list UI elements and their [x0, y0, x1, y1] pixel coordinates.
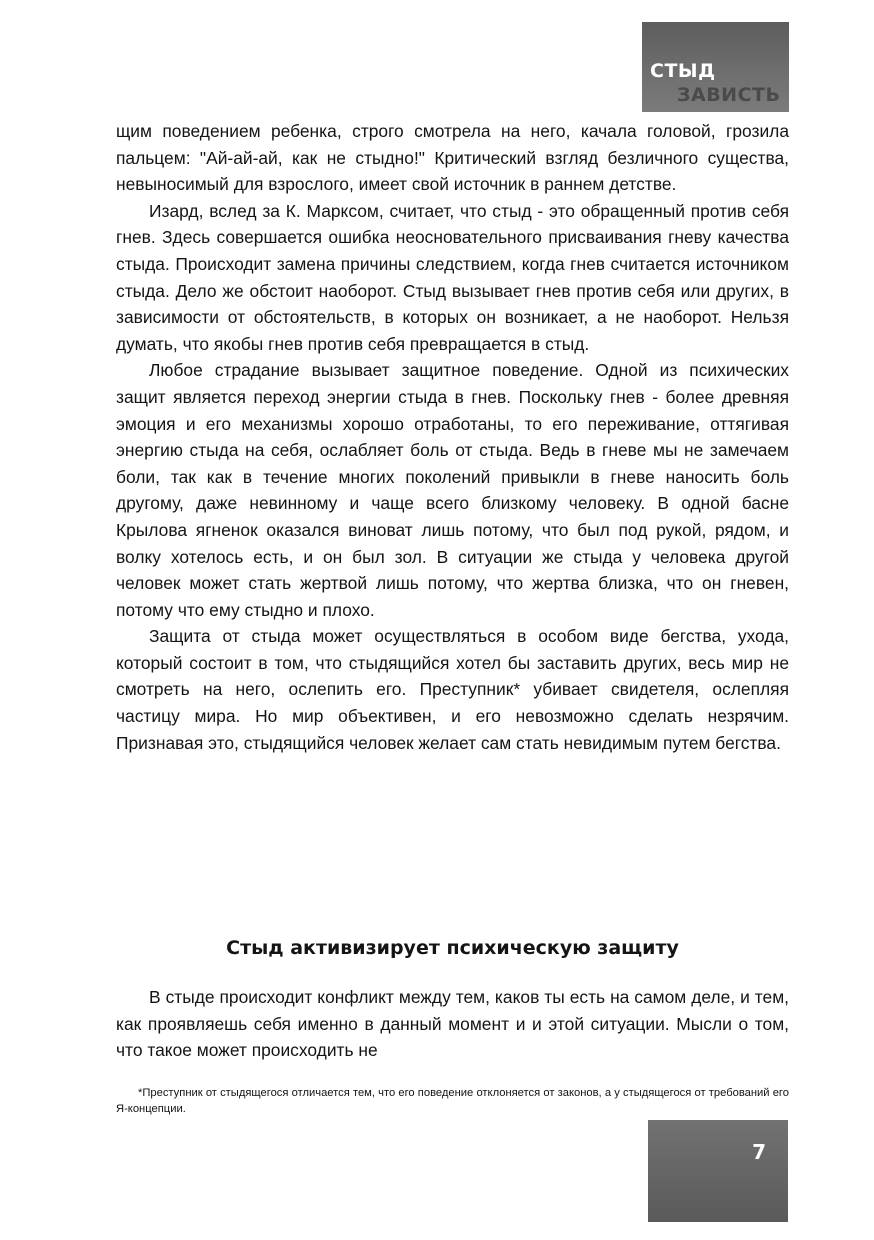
section-body [116, 984, 789, 1064]
paragraph: Любое страдание вызывает защитное поведение. Одной из психических защит является переход энергии стыда в гнев. Поскольку гнев - более древняя эмоция и его механизмы хорошо отработаны, то его переживание, оттягивая энергию стыда на себя, ослабляет боль от стыда. Ведь в гневе мы не замечаем боли, так как в течение многих поколений привыкли в гневе наносить боль другому, даже невинному и чаще всего близкому человеку. В одной басне Крылова ягненок оказался виноват лишь потому, что был под рукой, рядом, и волку хотелось есть, и он был зол. В ситуации же стыда у человека другой человек может стать жертвой лишь потому, что жертва близка, что он гневен, потому что ему стыдно и плохо. [116, 360, 789, 620]
paragraph: В стыде происходит конфликт между тем, каков ты есть на самом деле, и тем, как проявляешь себя именно в данный момент и и этой ситуации. Мысли о том, что такое может происходить не [116, 987, 789, 1061]
paragraph: щим поведением ребенка, строго смотрела на него, качала головой, грозила пальцем: "Ай-ай-ай, как не стыдно!" Критический взгляд безличного существа, невыносимый для взрослого, имеет свой источник в раннем детстве. [116, 121, 789, 195]
page-number-tab [648, 1120, 788, 1222]
chapter-word-shame: СТЫД [650, 60, 716, 82]
paragraph: Изард, вслед за К. Марксом, считает, что стыд - это обращенный против себя гнев. Здесь совершается ошибка неосновательного присваивания гневу качества стыда. Происходит замена причины следствием, когда гнев считается источником стыда. Дело же обстоит наоборот. Стыд вызывает гнев против себя или других, в зависимости от обстоятельств, в которых он возникает, а не наоборот. Нельзя думать, что якобы гнев против себя превращается в стыд. [116, 200, 789, 354]
footnote: *Преступник от стыдящегося отличается тем, что его поведение отклоняется от законов, а у стыдящегося от требований его Я-концепции. [116, 1087, 789, 1115]
chapter-tab [642, 22, 789, 112]
body-text [116, 118, 789, 756]
paragraph: Защита от стыда может осуществляться в особом виде бегства, ухода, который состоит в том, что стыдящийся хотел бы заставить других, весь мир не смотреть на него, ослепить его. Преступник* убивает свидетеля, ослепляя частицу мира. Но мир объективен, и его невозможно сделать незрячим. Признавая это, стыдящийся человек желает сам стать невидимым путем бегства. [116, 626, 789, 753]
chapter-word-envy: ЗАВИСТЬ [677, 84, 781, 106]
section-heading: Стыд активизирует психическую защиту [226, 937, 679, 959]
page-number: 7 [752, 1140, 766, 1164]
